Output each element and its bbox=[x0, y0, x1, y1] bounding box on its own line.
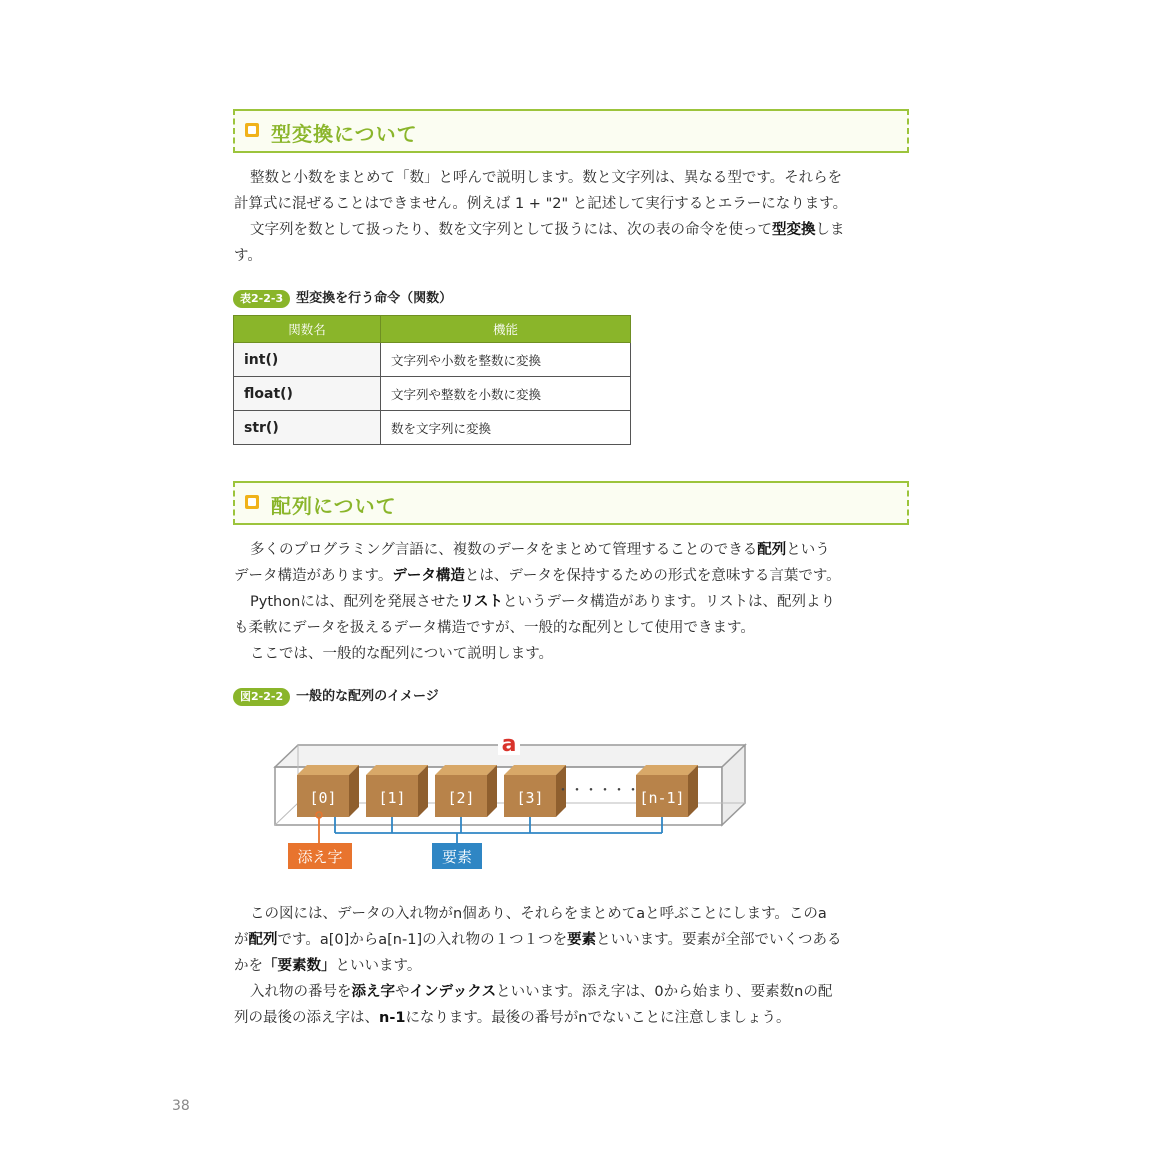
function-desc-cell: 文字列や小数を整数に変換 bbox=[381, 343, 631, 377]
text-line: Pythonには、配列を発展させたリストというデータ構造があります。リストは、配列より bbox=[250, 594, 836, 610]
column-header: 関数名 bbox=[234, 316, 381, 343]
section-title: 型変換について bbox=[271, 122, 418, 146]
text-line: 計算式に混ぜることはできません。例えば 1 + "2" と記述して実行するとエラーになります。 bbox=[234, 196, 848, 212]
caption-badge: 図2-2-2 bbox=[233, 688, 290, 706]
paragraph-array-explanation bbox=[234, 901, 914, 1031]
array-element-box bbox=[366, 765, 428, 817]
text-line: も柔軟にデータを扱えるデータ構造ですが、一般的な配列として使用できます。 bbox=[234, 620, 755, 636]
element-label: 要素 bbox=[441, 848, 473, 866]
function-name-cell: str() bbox=[234, 411, 381, 445]
caption-text: 型変換を行う命令（関数） bbox=[296, 291, 453, 306]
table-row bbox=[234, 343, 631, 377]
text-line: 列の最後の添え字は、n-1になります。最後の番号がnでないことに注意しましょう。 bbox=[234, 1010, 791, 1026]
section-heading-type-conversion bbox=[233, 109, 909, 153]
ellipsis: ・・・・・・ bbox=[556, 783, 640, 799]
text-line: す。 bbox=[234, 248, 262, 264]
square-bullet-icon bbox=[245, 123, 259, 137]
text-line: この図には、データの入れ物がn個あり、それらをまとめてaと呼ぶことにします。このa bbox=[250, 906, 827, 922]
array-index-label: [n-1] bbox=[639, 789, 685, 807]
function-name-cell: int() bbox=[234, 343, 381, 377]
text-line: が配列です。a[0]からa[n-1]の入れ物の１つ１つを要素といいます。要素が全部でいくつある bbox=[234, 932, 842, 948]
table-header-row bbox=[234, 316, 631, 343]
text-line: 多くのプログラミング言語に、複数のデータをまとめて管理することのできる配列という bbox=[250, 542, 830, 558]
table-caption bbox=[233, 290, 452, 308]
table-row bbox=[234, 411, 631, 445]
text-line: かを「要素数」といいます。 bbox=[234, 958, 422, 974]
array-element-box bbox=[297, 765, 359, 817]
figure-caption bbox=[233, 688, 439, 706]
array-index-label: [1] bbox=[378, 789, 406, 807]
text-line: 文字列を数として扱ったり、数を文字列として扱うには、次の表の命令を使って型変換しま bbox=[250, 222, 845, 238]
array-index-label: [0] bbox=[309, 789, 337, 807]
array-index-label: [3] bbox=[516, 789, 544, 807]
text-line: 入れ物の番号を添え字やインデックスといいます。添え字は、0から始まり、要素数nの配 bbox=[250, 984, 833, 1000]
square-bullet-icon bbox=[245, 495, 259, 509]
section-title: 配列について bbox=[271, 494, 397, 518]
subscript-label: 添え字 bbox=[297, 848, 343, 866]
array-element-box bbox=[435, 765, 497, 817]
array-diagram bbox=[260, 725, 760, 875]
array-element-box bbox=[636, 765, 698, 817]
array-index-label: [2] bbox=[447, 789, 475, 807]
column-header: 機能 bbox=[381, 316, 631, 343]
text-line: 整数と小数をまとめて「数」と呼んで説明します。数と文字列は、異なる型です。それらを bbox=[250, 170, 843, 186]
function-desc-cell: 数を文字列に変換 bbox=[381, 411, 631, 445]
section-heading-arrays bbox=[233, 481, 909, 525]
text-line: データ構造があります。データ構造とは、データを保持するための形式を意味する言葉です。 bbox=[234, 568, 841, 584]
text-line: ここでは、一般的な配列について説明します。 bbox=[250, 646, 554, 662]
caption-badge: 表2-2-3 bbox=[233, 290, 290, 308]
paragraph-arrays bbox=[234, 537, 914, 667]
array-name-label: a bbox=[501, 732, 517, 757]
paragraph-type-conversion bbox=[234, 165, 914, 269]
table-row bbox=[234, 377, 631, 411]
page-number: 38 bbox=[172, 1098, 190, 1114]
function-name-cell: float() bbox=[234, 377, 381, 411]
caption-text: 一般的な配列のイメージ bbox=[296, 689, 439, 704]
type-conversion-table bbox=[233, 315, 631, 445]
function-desc-cell: 文字列や整数を小数に変換 bbox=[381, 377, 631, 411]
